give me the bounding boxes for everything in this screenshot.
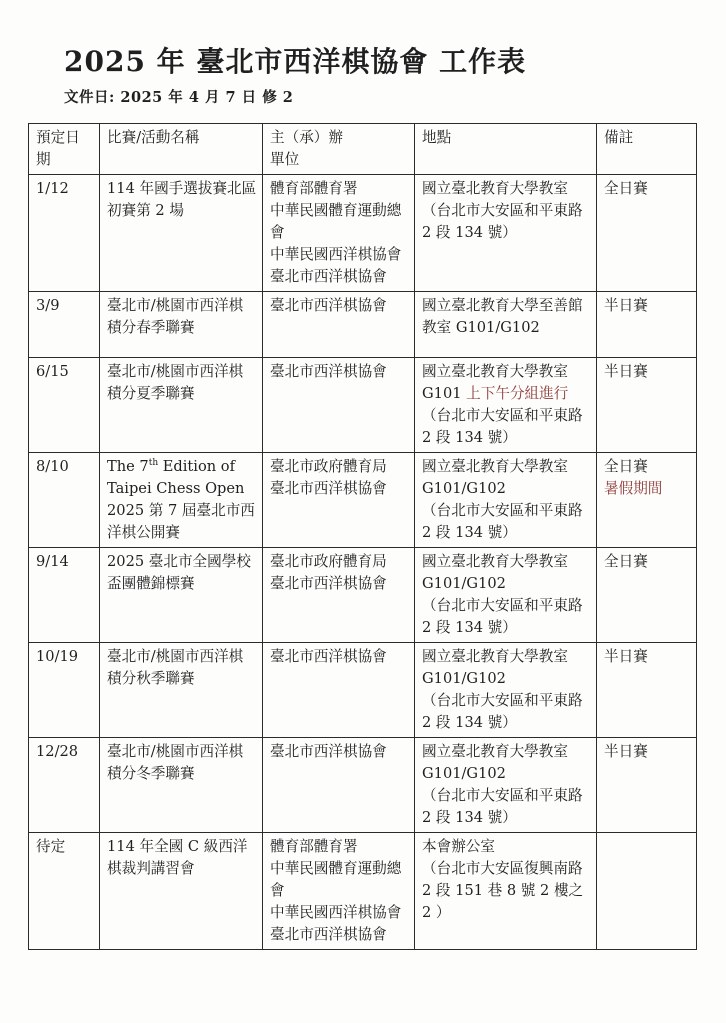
date-cell: 12/28 xyxy=(29,738,100,833)
table-row xyxy=(29,548,697,643)
column-header: 地點 xyxy=(415,124,597,175)
organizer-cell: 臺北市政府體育局 臺北市西洋棋協會 xyxy=(263,548,415,643)
date-cell: 10/19 xyxy=(29,643,100,738)
event-name-cell: 114 年國手選拔賽北區初賽第 2 場 xyxy=(100,175,263,292)
note-cell: 全日賽 xyxy=(597,175,697,292)
event-name-cell: 臺北市/桃園市西洋棋積分秋季聯賽 xyxy=(100,643,263,738)
location-cell: 國立臺北教育大學至善館教室 G101/G102 xyxy=(415,292,597,358)
table-row xyxy=(29,358,697,453)
organizer-cell: 臺北市西洋棋協會 xyxy=(263,292,415,358)
event-name-cell: 臺北市/桃園市西洋棋積分春季聯賽 xyxy=(100,292,263,358)
location-cell: 國立臺北教育大學教室 （台北市大安區和平東路 2 段 134 號） xyxy=(415,175,597,292)
document-date-line: 文件日: 2025 年 4 月 7 日 修 2 xyxy=(64,89,294,106)
table-row xyxy=(29,175,697,292)
event-name-cell: 114 年全國 C 級西洋棋裁判講習會 xyxy=(100,833,263,950)
organizer-cell: 體育部體育署 中華民國體育運動總會 中華民國西洋棋協會 臺北市西洋棋協會 xyxy=(263,833,415,950)
location-cell: 國立臺北教育大學教室 G101/G102 （台北市大安區和平東路 2 段 134 號） xyxy=(415,738,597,833)
column-header: 備註 xyxy=(597,124,697,175)
event-name-cell: The 7th Edition of Taipei Chess Open 2025 第 7 屆臺北市西洋棋公開賽 xyxy=(100,453,263,548)
location-cell: 國立臺北教育大學教室 G101/G102 （台北市大安區和平東路 2 段 134 號） xyxy=(415,548,597,643)
page-title: 2025 年 臺北市西洋棋協會 工作表 xyxy=(64,45,527,78)
event-name-cell: 2025 臺北市全國學校盃團體錦標賽 xyxy=(100,548,263,643)
location-cell: 國立臺北教育大學教室 G101 上下午分組進行 （台北市大安區和平東路 2 段 134 號） xyxy=(415,358,597,453)
location-cell: 國立臺北教育大學教室 G101/G102 （台北市大安區和平東路 2 段 134 號） xyxy=(415,643,597,738)
date-cell: 9/14 xyxy=(29,548,100,643)
note-cell xyxy=(597,833,697,950)
date-cell: 8/10 xyxy=(29,453,100,548)
note-cell: 全日賽 暑假期間 xyxy=(597,453,697,548)
date-cell: 1/12 xyxy=(29,175,100,292)
table-row xyxy=(29,738,697,833)
note-cell: 半日賽 xyxy=(597,738,697,833)
table-header-row xyxy=(29,124,697,175)
location-cell: 國立臺北教育大學教室 G101/G102 （台北市大安區和平東路 2 段 134 號） xyxy=(415,453,597,548)
date-cell: 3/9 xyxy=(29,292,100,358)
organizer-cell: 臺北市西洋棋協會 xyxy=(263,358,415,453)
table-row xyxy=(29,643,697,738)
date-cell: 6/15 xyxy=(29,358,100,453)
organizer-cell: 體育部體育署 中華民國體育運動總會 中華民國西洋棋協會 臺北市西洋棋協會 xyxy=(263,175,415,292)
schedule-table xyxy=(28,123,697,950)
table-row xyxy=(29,292,697,358)
location-cell: 本會辦公室 （台北市大安區復興南路 2 段 151 巷 8 號 2 樓之 2 ） xyxy=(415,833,597,950)
event-name-cell: 臺北市/桃園市西洋棋積分夏季聯賽 xyxy=(100,358,263,453)
column-header: 預定日 期 xyxy=(29,124,100,175)
date-cell: 待定 xyxy=(29,833,100,950)
event-name-cell: 臺北市/桃園市西洋棋積分冬季聯賽 xyxy=(100,738,263,833)
column-header: 主（承）辦 單位 xyxy=(263,124,415,175)
column-header: 比賽/活動名稱 xyxy=(100,124,263,175)
table-row xyxy=(29,453,697,548)
note-cell: 半日賽 xyxy=(597,292,697,358)
note-cell: 全日賽 xyxy=(597,548,697,643)
organizer-cell: 臺北市西洋棋協會 xyxy=(263,738,415,833)
organizer-cell: 臺北市政府體育局 臺北市西洋棋協會 xyxy=(263,453,415,548)
organizer-cell: 臺北市西洋棋協會 xyxy=(263,643,415,738)
table-row xyxy=(29,833,697,950)
note-cell: 半日賽 xyxy=(597,358,697,453)
note-cell: 半日賽 xyxy=(597,643,697,738)
